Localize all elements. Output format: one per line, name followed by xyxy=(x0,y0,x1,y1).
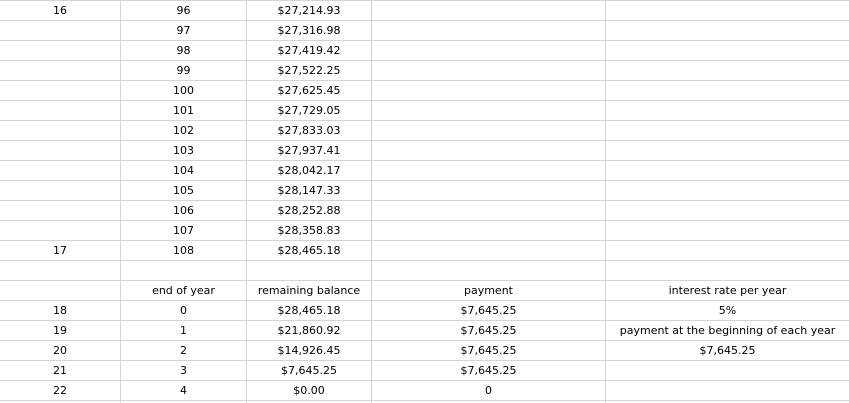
cell-b[interactable]: 105 xyxy=(173,184,194,197)
cell-a[interactable] xyxy=(0,201,120,221)
cell-a[interactable] xyxy=(0,61,120,81)
cell-a[interactable]: 19 xyxy=(53,324,67,337)
cell-c[interactable]: $7,645.25 xyxy=(281,364,337,377)
cell-a[interactable] xyxy=(0,261,120,281)
cell-e[interactable] xyxy=(606,61,849,81)
cell-a[interactable] xyxy=(0,101,120,121)
cell-d[interactable]: $7,645.25 xyxy=(460,344,517,357)
cell-b[interactable]: 100 xyxy=(173,84,194,97)
cell-a[interactable] xyxy=(0,81,120,101)
cell-d[interactable] xyxy=(372,201,605,221)
cell-e[interactable] xyxy=(606,201,849,221)
cell-c[interactable]: $27,419.42 xyxy=(277,44,341,57)
cell-a[interactable] xyxy=(0,141,120,161)
cell-e[interactable]: 5% xyxy=(718,304,737,317)
cell-c[interactable]: $27,316.98 xyxy=(277,24,341,37)
cell-e[interactable] xyxy=(606,161,849,181)
cell-d[interactable] xyxy=(372,121,605,141)
cell-b[interactable]: end of year xyxy=(152,284,215,297)
cell-e[interactable]: payment at the beginning of each year xyxy=(619,324,836,337)
cell-d[interactable] xyxy=(372,21,605,41)
cell-b[interactable]: 106 xyxy=(173,204,194,217)
cell-a[interactable] xyxy=(0,181,120,201)
cell-c[interactable]: $21,860.92 xyxy=(277,324,341,337)
cell-b[interactable]: 108 xyxy=(173,244,194,257)
cell-a[interactable]: 21 xyxy=(53,364,67,377)
cell-e[interactable] xyxy=(606,121,849,141)
cell-b[interactable]: 4 xyxy=(180,384,187,397)
cell-c[interactable] xyxy=(247,261,371,281)
cell-c[interactable]: $14,926.45 xyxy=(277,344,341,357)
cell-e[interactable] xyxy=(606,41,849,61)
cell-b[interactable] xyxy=(121,261,246,281)
cell-c[interactable]: $28,147.33 xyxy=(277,184,341,197)
cell-d[interactable] xyxy=(372,141,605,161)
cell-a[interactable]: 22 xyxy=(53,384,67,397)
cell-b[interactable]: 99 xyxy=(176,64,191,77)
cell-e[interactable] xyxy=(606,141,849,161)
cell-a[interactable] xyxy=(0,161,120,181)
cell-e[interactable] xyxy=(606,381,849,401)
cell-b[interactable]: 104 xyxy=(173,164,194,177)
cell-d[interactable] xyxy=(372,61,605,81)
cell-c[interactable]: $28,252.88 xyxy=(277,204,341,217)
cell-d[interactable]: $7,645.25 xyxy=(460,364,517,377)
cell-b[interactable]: 98 xyxy=(176,44,191,57)
cell-b[interactable]: 3 xyxy=(180,364,187,377)
cell-c[interactable]: $28,358.83 xyxy=(277,224,341,237)
cell-b[interactable]: 97 xyxy=(176,24,191,37)
cell-e[interactable] xyxy=(606,1,849,21)
cell-d[interactable]: payment xyxy=(463,284,513,297)
cell-b[interactable]: 107 xyxy=(173,224,194,237)
cell-d[interactable] xyxy=(372,221,605,241)
cell-a[interactable]: 18 xyxy=(53,304,67,317)
cell-c[interactable]: $27,729.05 xyxy=(277,104,341,117)
cell-d[interactable] xyxy=(372,101,605,121)
cell-a[interactable] xyxy=(0,121,120,141)
cell-a[interactable]: 17 xyxy=(53,244,67,257)
cell-e[interactable] xyxy=(606,361,849,381)
cell-d[interactable] xyxy=(372,81,605,101)
cell-c[interactable]: $28,465.18 xyxy=(277,304,341,317)
cell-b[interactable]: 2 xyxy=(180,344,187,357)
cell-e[interactable] xyxy=(606,81,849,101)
cell-c[interactable]: $27,937.41 xyxy=(277,144,341,157)
cell-d[interactable]: 0 xyxy=(485,384,492,397)
cell-c[interactable]: $28,465.18 xyxy=(277,244,341,257)
cell-c[interactable]: $28,042.17 xyxy=(277,164,341,177)
cell-e[interactable] xyxy=(606,101,849,121)
cell-b[interactable]: 103 xyxy=(173,144,194,157)
cell-e[interactable] xyxy=(606,221,849,241)
cell-c[interactable]: $27,522.25 xyxy=(277,64,341,77)
cell-b[interactable]: 96 xyxy=(176,4,191,17)
cell-d[interactable] xyxy=(372,181,605,201)
cell-d[interactable] xyxy=(372,1,605,21)
cell-a[interactable] xyxy=(0,281,120,301)
cell-b[interactable]: 1 xyxy=(180,324,187,337)
cell-c[interactable]: remaining balance xyxy=(257,284,361,297)
cell-e[interactable] xyxy=(606,261,849,281)
cell-b[interactable]: 102 xyxy=(173,124,194,137)
cell-a[interactable] xyxy=(0,41,120,61)
cell-e[interactable] xyxy=(606,21,849,41)
cell-d[interactable]: $7,645.25 xyxy=(460,324,517,337)
cell-a[interactable]: 20 xyxy=(53,344,67,357)
cell-c[interactable]: $27,214.93 xyxy=(277,4,341,17)
cell-a[interactable] xyxy=(0,21,120,41)
cell-d[interactable] xyxy=(372,41,605,61)
cell-e[interactable]: $7,645.25 xyxy=(699,344,756,357)
cell-e[interactable] xyxy=(606,241,849,261)
cell-a[interactable]: 16 xyxy=(53,4,67,17)
cell-b[interactable]: 0 xyxy=(180,304,187,317)
cell-d[interactable]: $7,645.25 xyxy=(460,304,517,317)
cell-e[interactable] xyxy=(606,181,849,201)
cell-b[interactable]: 101 xyxy=(173,104,194,117)
cell-d[interactable] xyxy=(372,161,605,181)
cell-c[interactable]: $27,833.03 xyxy=(277,124,341,137)
cell-c[interactable]: $0.00 xyxy=(293,384,325,397)
cell-d[interactable] xyxy=(372,261,605,281)
cell-c[interactable]: $27,625.45 xyxy=(277,84,341,97)
cell-a[interactable] xyxy=(0,221,120,241)
cell-d[interactable] xyxy=(372,241,605,261)
cell-e[interactable]: interest rate per year xyxy=(668,284,787,297)
